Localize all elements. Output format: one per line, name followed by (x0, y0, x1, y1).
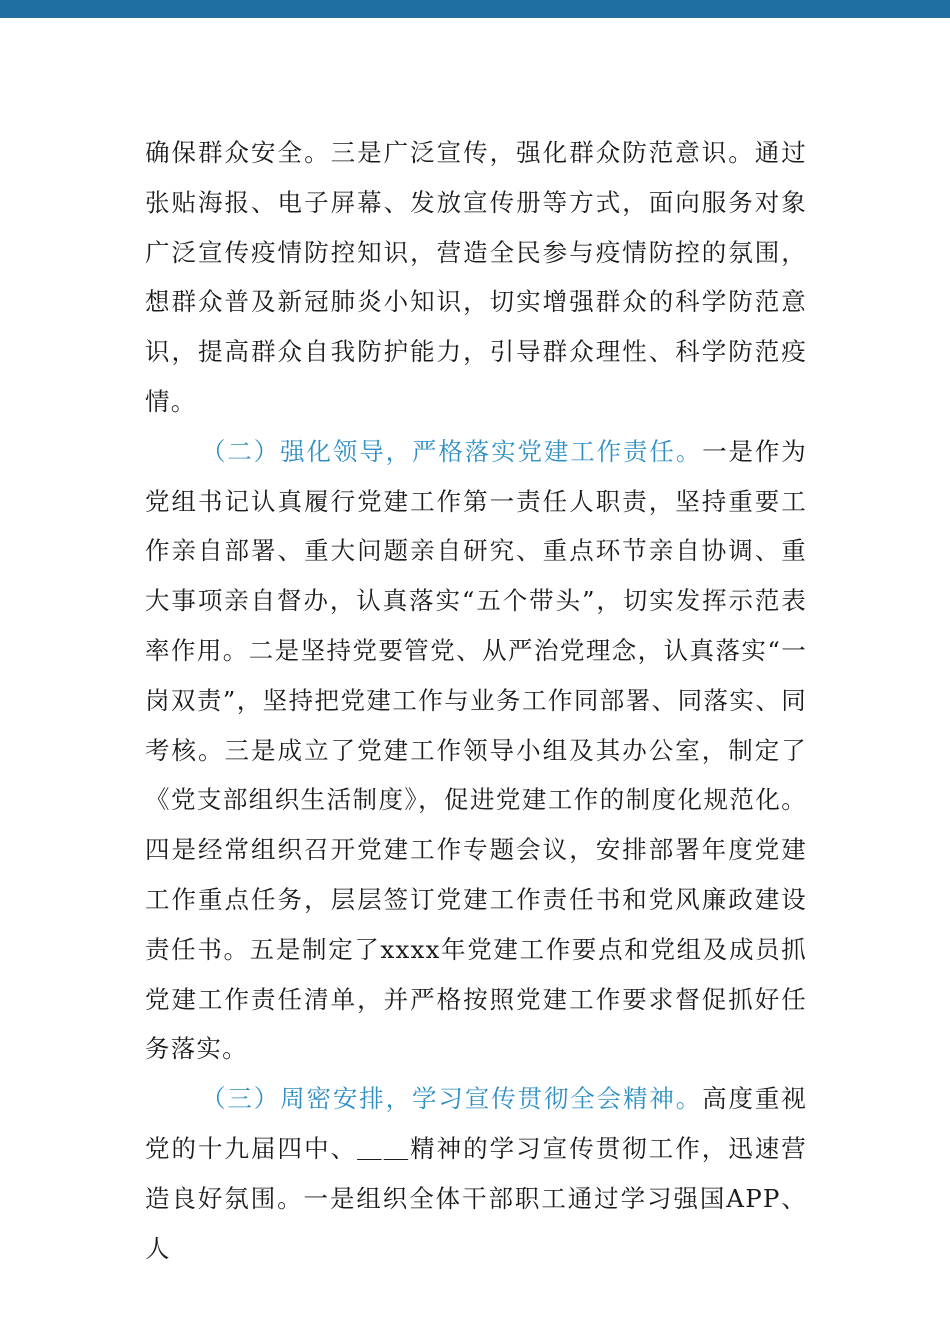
paragraph-2 (145, 427, 807, 1074)
section-heading-2: （二）强化领导，严格落实党建工作责任。 (201, 436, 703, 466)
paragraph-1-text: 确保群众安全。三是广泛宣传，强化群众防范意识。通过张贴海报、电子屏幕、发放宣传册等方式，面向服务对象广泛宣传疫情防控知识，营造全民参与疫情防控的氛围，想群众普及新冠肺炎小知识，切实增强群众的科学防范意识，提高群众自我防护能力，引导群众理性、科学防范疫情。 (145, 138, 807, 416)
document-body (145, 128, 807, 1273)
paragraph-2-text: 一是作为党组书记认真履行党建工作第一责任人职责，坚持重要工作亲自部署、重大问题亲自研究、重点环节亲自协调、重大事项亲自督办，认真落实“五个带头”，切实发挥示范表率作用。二是坚持党要管党、从严治党理念，认真落实“一岗双责”，坚持把党建工作与业务工作同部署、同落实、同考核。三是成立了党建工作领导小组及其办公室，制定了《党支部组织生活制度》，促进党建工作的制度化规范化。四是经常组织召开党建工作专题会议，安排部署年度党建工作重点任务，层层签订党建工作责任书和党风廉政建设责任书。五是制定了xxxx年党建工作要点和党组及成员抓党建工作责任清单，并严格按照党建工作要求督促抓好任务落实。 (145, 436, 807, 1064)
section-heading-3: （三）周密安排，学习宣传贯彻全会精神。 (201, 1084, 703, 1114)
top-accent-bar (0, 0, 950, 18)
paragraph-3-text: 高度重视党的十九届四中、＿＿精神的学习宣传贯彻工作，迅速营造良好氛围。一是组织全体干部职工通过学习强国APP、人 (145, 1084, 807, 1263)
paragraph-1 (145, 128, 807, 427)
paragraph-3 (145, 1074, 807, 1273)
